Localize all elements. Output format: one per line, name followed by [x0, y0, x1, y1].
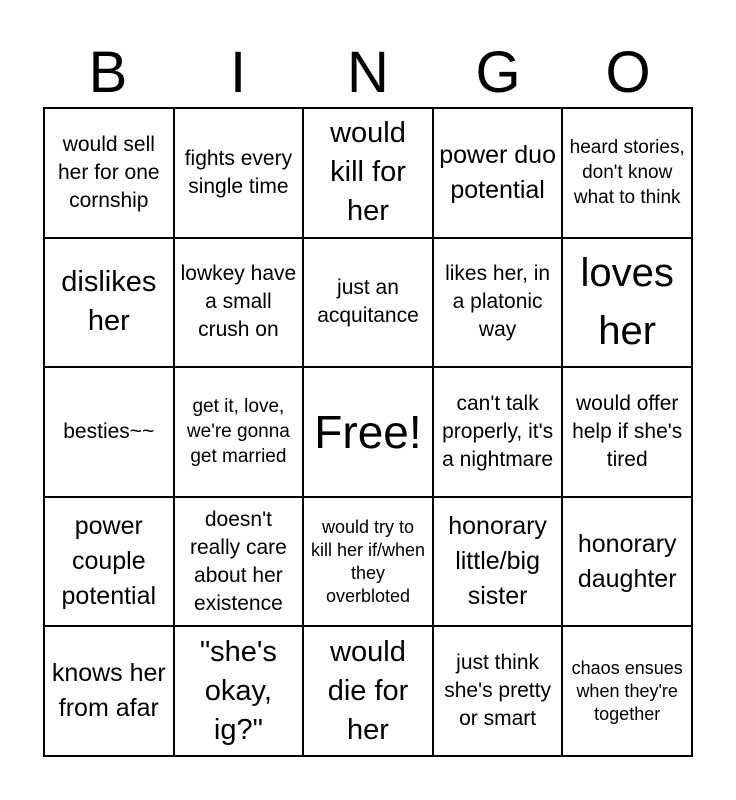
cell-text: dislikes her — [61, 266, 157, 338]
header-letter-g: G — [475, 40, 521, 105]
bingo-cell[interactable] — [174, 108, 304, 238]
bingo-cell[interactable] — [303, 108, 433, 238]
bingo-cell[interactable] — [433, 497, 563, 627]
cell-text: heard stories, don't know what to think — [569, 137, 685, 209]
bingo-cell[interactable] — [174, 626, 304, 756]
bingo-cell[interactable] — [44, 497, 174, 627]
bingo-cell[interactable] — [433, 108, 563, 238]
cell-text: knows her from afar — [51, 659, 166, 723]
bingo-cell[interactable] — [44, 238, 174, 368]
bingo-cell[interactable] — [44, 367, 174, 497]
bingo-cell[interactable] — [303, 238, 433, 368]
bingo-cell[interactable] — [303, 626, 433, 756]
cell-text: power couple potential — [61, 512, 157, 611]
bingo-cell[interactable] — [44, 626, 174, 756]
cell-text: doesn't really care about her existence — [189, 507, 287, 615]
cell-text: get it, love, we're gonna get married — [186, 396, 290, 468]
header-letter-b: B — [88, 40, 128, 105]
bingo-cell[interactable] — [433, 626, 563, 756]
header-letter-n: N — [347, 40, 389, 105]
bingo-cell[interactable] — [433, 238, 563, 368]
bingo-cell-free[interactable] — [303, 367, 433, 497]
header-letter-i: I — [229, 40, 247, 105]
free-space-text: Free! — [314, 405, 422, 458]
cell-text: just think she's pretty or smart — [444, 651, 551, 731]
cell-text: fights every single time — [184, 146, 293, 198]
header-letter-o: O — [605, 40, 651, 105]
cell-text: honorary little/big sister — [448, 512, 547, 611]
cell-text: can't talk properly, it's a nightmare — [442, 391, 554, 471]
bingo-header — [43, 40, 693, 106]
bingo-cell[interactable] — [562, 497, 692, 627]
bingo-cell[interactable] — [562, 108, 692, 238]
bingo-cell[interactable] — [562, 626, 692, 756]
cell-text: just an acquitance — [317, 276, 419, 328]
cell-text: honorary daughter — [577, 529, 677, 593]
cell-text: likes her, in a platonic way — [445, 262, 551, 342]
bingo-cell[interactable] — [174, 367, 304, 497]
cell-text: would kill for her — [330, 117, 406, 228]
cell-text: lowkey have a small crush on — [180, 262, 297, 342]
bingo-cell[interactable] — [174, 497, 304, 627]
cell-text: "she's okay, ig?" — [199, 635, 277, 746]
cell-text: would try to kill her if/when they overbloted — [310, 516, 426, 606]
bingo-cell[interactable] — [44, 108, 174, 238]
cell-text: loves her — [580, 251, 674, 354]
cell-text: power duo potential — [439, 140, 556, 204]
bingo-cell[interactable] — [303, 497, 433, 627]
cell-text: would offer help if she's tired — [572, 391, 683, 471]
bingo-board — [43, 107, 693, 757]
cell-text: besties~~ — [63, 419, 155, 443]
bingo-cell[interactable] — [174, 238, 304, 368]
bingo-cell[interactable] — [433, 367, 563, 497]
cell-text: would die for her — [327, 635, 409, 746]
cell-text: would sell her for one cornship — [58, 132, 160, 212]
cell-text: chaos ensues when they're together — [571, 657, 683, 724]
bingo-cell[interactable] — [562, 367, 692, 497]
bingo-cell[interactable] — [562, 238, 692, 368]
